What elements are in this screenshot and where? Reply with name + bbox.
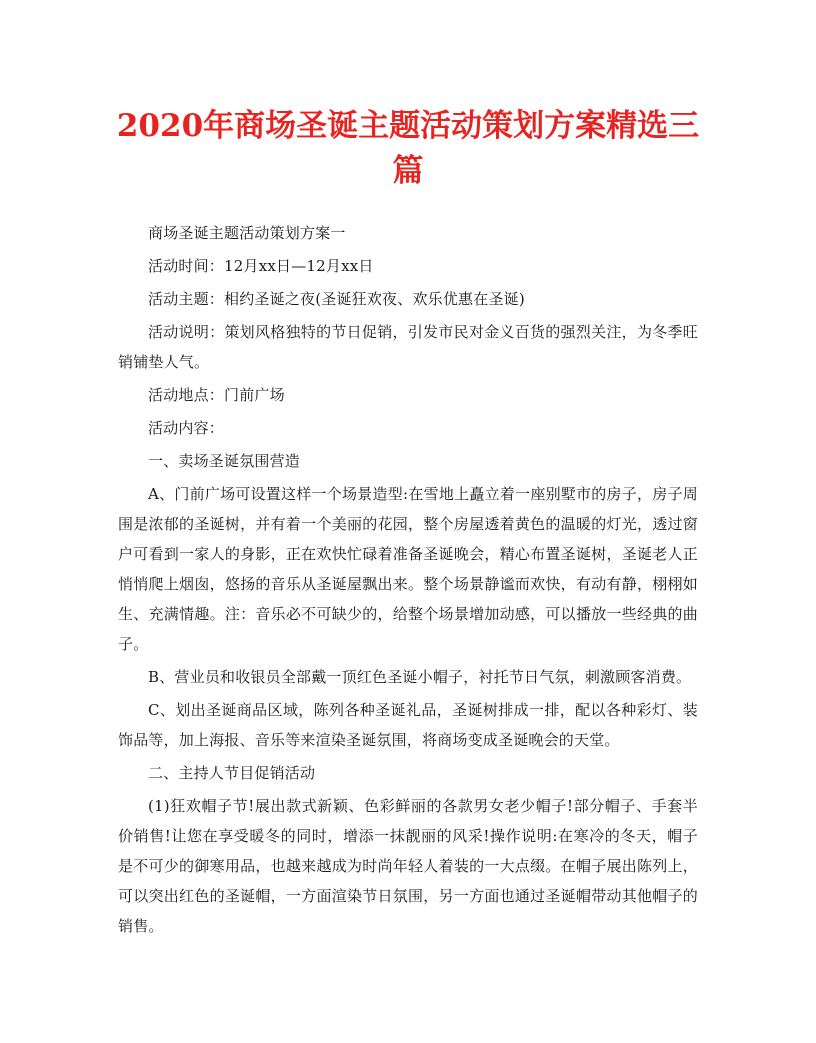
paragraph-hat-festival: (1)狂欢帽子节!展出款式新颖、色彩鲜丽的各款男女老少帽子!部分帽子、手套半价销售!让您在享受暖冬的同时，增添一抹靓丽的风采!操作说明:在寒冷的冬天，帽子是不可少的御寒用品，也越来越成为时尚年轻人着装的一大点缀。在帽子展出陈列上，可以突出红色的圣诞帽，一方面渲染节日氛围，另一方面也通过圣诞帽带动其他帽子的销售。 [118,797,698,935]
subsection-heading-1: 一、卖场圣诞氛围营造 [148,452,301,470]
document-title: 2020年商场圣诞主题活动策划方案精选三篇 [116,108,700,189]
activity-time: 活动时间：12月xx日—12月xx日 [148,257,374,275]
paragraph-c: C、划出圣诞商品区域，陈列各种圣诞礼品，圣诞树排成一排，配以各种彩灯、装饰品等，加上海报、音乐等来渲染圣诞氛围，将商场变成圣诞晚会的天堂。 [118,701,698,749]
activity-description: 活动说明：策划风格独特的节日促销，引发市民对金义百货的强烈关注，为冬季旺销铺垫人气。 [118,323,698,371]
document-body [118,218,698,944]
activity-location: 活动地点：门前广场 [148,386,285,404]
section-heading: 商场圣诞主题活动策划方案一 [148,224,346,242]
subsection-heading-2: 二、主持人节目促销活动 [148,764,316,782]
activity-theme: 活动主题：相约圣诞之夜(圣诞狂欢夜、欢乐优惠在圣诞) [148,290,525,308]
paragraph-a: A、门前广场可设置这样一个场景造型:在雪地上矗立着一座别墅市的房子，房子周围是浓郁的圣诞树，并有着一个美丽的花园，整个房屋透着黄色的温暖的灯光，透过窗户可看到一家人的身影，正在欢快忙碌着准备圣诞晚会，精心布置圣诞树，圣诞老人正悄悄爬上烟囱，悠扬的音乐从圣诞屋飘出来。整个场景静谧而欢快，有动有静，栩栩如生、充满情趣。注：音乐必不可缺少的，给整个场景增加动感，可以播放一些经典的曲子。 [118,485,698,653]
activity-content-label: 活动内容： [148,419,225,437]
paragraph-b: B、营业员和收银员全部戴一顶红色圣诞小帽子，衬托节日气氛，刺激顾客消费。 [148,668,692,686]
